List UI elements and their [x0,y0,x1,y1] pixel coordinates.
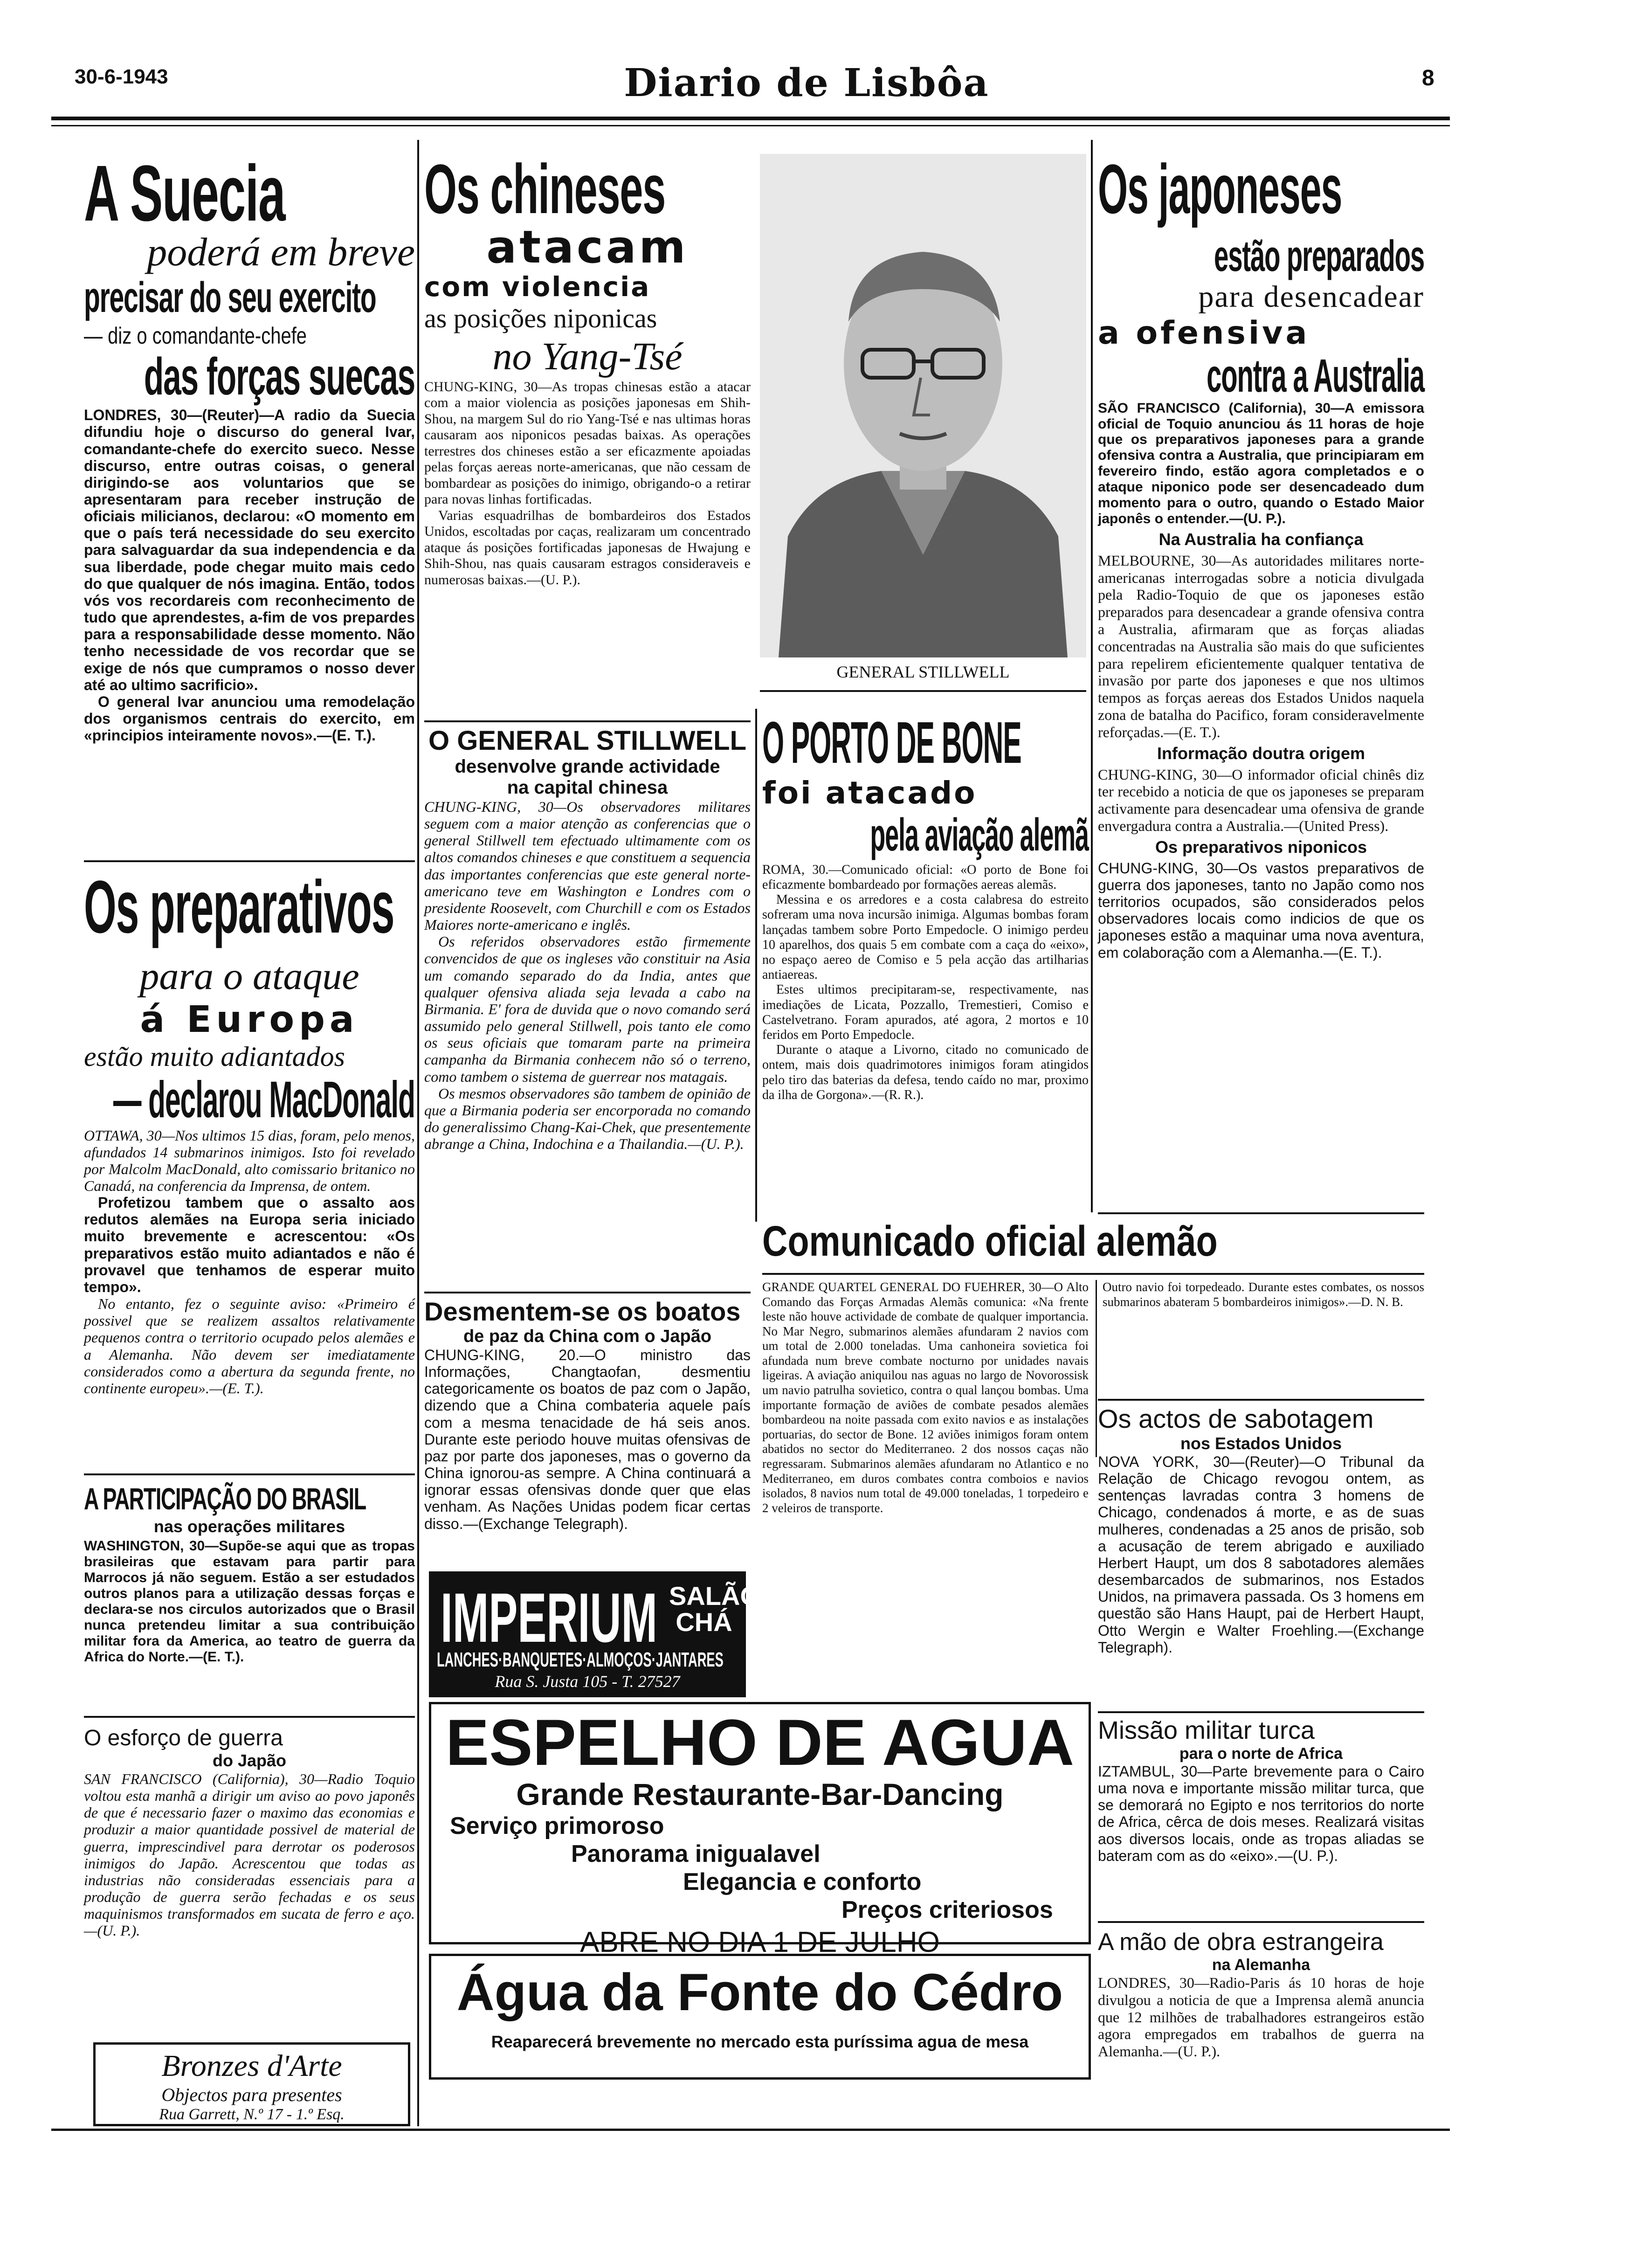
article-body: ROMA, 30.—Comunicado oficial: «O porto de Bone foi eficazmente bombardeado por formações aereas alemãs. [762,862,1089,892]
ad-side [669,1581,760,1637]
subheadline: a ofensiva [1098,314,1310,352]
photo-caption: GENERAL STILLWELL [836,663,1010,681]
column-rule [417,140,419,2126]
ad-address: Rua S. Justa 105 - T. 27527 [495,1672,680,1691]
ad-line: Serviço primoroso [450,1812,664,1839]
subheadline: foi atacado [762,775,977,811]
section-rule [84,1716,415,1718]
headline: Os actos de sabotagem [1098,1404,1374,1433]
ad-line: Objectos para presentes [161,2084,342,2105]
ad-imperium [429,1571,760,1697]
column-rule [755,709,757,1222]
ad-side-line: CHÁ [676,1607,732,1637]
subheadline: atacam [486,221,689,273]
subheadline: do Japão [212,1751,287,1770]
article-body: LONDRES, 30—Radio-Paris ás 10 horas de hoje divulgou a noticia de que a Imprensa alemã anuncia que 12 milhões de trabalhadores estrangeiros estão agora empregados em trabalhos de guerra na Alemanha.—(U. P.). [1098,1974,1424,2060]
subheadline: para desencadear [1198,279,1424,314]
section-rule [1098,1921,1424,1923]
article-body: Profetizou tambem que o assalto aos redutos alemães na Europa seria iniciado muito brevemente e acrescentou: «Os preparativos estão muito adiantados e não é provavel que tenhamos de esperar muito tempo». [84,1194,415,1295]
headline: A PARTICIPAÇÃO DO BRASIL [84,1481,366,1516]
subheadline: estão muito adiantados [84,1041,345,1072]
article-preparativos [84,865,415,1397]
section-rule [1098,1711,1424,1713]
article-body: WASHINGTON, 30—Supõe-se aqui que as tropas brasileiras que estavam para partir para Marrocos já não seguem. Estão a ser estudados outros planos para a utilização dessas forças e declara-se nos circulos autorizados que o Brasil nunca pretendeu limitar a sua contribuição militar fora da America, ao teatro de guerra da Africa do Norte.—(E. T.). [84,1538,415,1665]
subheadline: de paz da China com o Japão [463,1327,712,1346]
headline: Os preparativos [84,865,394,948]
page-number: 8 [1422,66,1434,90]
section-rule [424,1292,751,1293]
ad-espelho-de-agua [429,1702,1091,1958]
article-stillwell [424,725,751,1152]
subheadline: na Alemanha [1212,1956,1310,1974]
section-rule [1098,1212,1424,1214]
article-body: Os mesmos observadores são tambem de opinião de que a Birmania poderia ser encorporada no comando do generalissimo Chang-Kai-Chek, que presentemente abrange a China, Indochina e a Thailandia.—(U. P.). [424,1085,751,1153]
section-subhead: Na Australia ha confiança [1158,529,1364,549]
general-stillwell-photo [760,154,1086,657]
article-body: SÃO FRANCISCO (California), 30—A emissora oficial de Toquio anunciou ás 11 horas de hoje que os preparativos japoneses para a grande ofensiva contra a Australia, que principiaram em fevereiro findo, estão agora completados e o ataque niponico pode ser desencadeado dum momento para o outro, quando o Estado Maior japonês o entender.—(U. P.). [1098,400,1424,526]
portrait-illustration [760,154,1086,657]
headline: Desmentem-se os boatos [424,1297,741,1326]
article-brasil [84,1483,415,1665]
subheadline: á Europa [140,999,359,1041]
column-rule [1096,1280,1097,1457]
section-rule [424,720,751,722]
section-rule [762,1273,1424,1275]
article-body: Messina e os arredores e a costa calabresa do estreito sofreram uma nova incursão inimiga. Algumas bombas foram lançadas tambem sobre Porto Empedocle. O inimigo perdeu 10 aparelhos, dos quais 5 em combate com a caça do «eixo», no espaço aereo de Comiso e 5 pela acção das artilharias antiaereas. [762,892,1089,982]
issue-date: 30-6-1943 [75,65,168,88]
subheadline: precisar do seu exercito [84,274,376,321]
article-mao-de-obra [1098,1928,1424,2060]
subheadline: nos Estados Unidos [1180,1434,1342,1453]
article-chineses [424,150,751,588]
ad-side-line: SALÃO [669,1581,760,1611]
article-body: IZTAMBUL, 30—Parte brevemente para o Cairo uma nova e importante missão militar turca, que se demorará no Egipto e nos territorios do norte de Africa, cêrca de dois meses. Realizará visitas aos diversos locais, onde as tropas aliadas se bateram com as do «eixo».—(U. P.). [1098,1763,1424,1864]
ad-brand: IMPERIUM [441,1578,657,1657]
headline: O GENERAL STILLWELL [428,726,747,756]
article-esforco [84,1725,415,1939]
article-body: O general Ivar anunciou uma remodelação dos organismos centrais do exercito, em «principios inteiramente novos».—(E. T.). [84,693,415,744]
headline: O PORTO DE BONE [762,710,1021,775]
article-body: CHUNG-KING, 30—Os vastos preparativos de guerra dos japoneses, tanto no Japão como nos territorios ocupados, são considerados pelos observadores locais como indicios de que os japoneses estão a maquinar uma nova aventura, em colaboração com a Alemanha.—(E. T.). [1098,859,1424,961]
article-sabotagem [1098,1404,1424,1656]
ad-subtitle: Grande Restaurante-Bar-Dancing [516,1777,1004,1812]
article-body: CHUNG-KING, 30—As tropas chinesas estão a atacar com a maior violencia as posições japonesas em Shih-Shou, na margem Sul do rio Yang-Tsé e nas ultimas horas causaram aos niponicos pesadas baixas. As operações terrestres dos chineses estão a ser eficazmente apoiadas pelas forças aereas norte-americanas, que não cessam de bombardear as posições do inimigo, obrigando-o a retirar para novas linhas fortificadas. [424,379,751,507]
article-body: MELBOURNE, 30—As autoridades militares norte-americanas interrogadas sobre a noticia divulgada pela Radio-Toquio de que os japoneses estão preparados para desencadear a grande ofensiva contra a Australia, afirmaram que as forças aliadas concentradas na Australia são mais do que suficientes para repelirem eficientemente qualquer tentativa de invasão por parte dos japoneses e que nos ultimos tempos as forças aereas dos Estados Unidos naquela zona de batalha do Pacifico, foram consideravelmente reforçadas.—(E. T.). [1098,552,1424,740]
article-body: No entanto, fez o seguinte aviso: «Primeiro é possivel que se realizem assaltos relativamente pequenos contra o territorio ocupado pelos alemães e a Alemanha. Não devem ser imediatamente considerados como a abertura da segunda frente, no continente europeu».—(E. T.). [84,1295,415,1397]
ad-line: Preços criteriosos [841,1896,1053,1923]
subheadline: contra a Australia [1207,349,1424,402]
ad-line: Elegancia e conforto [683,1868,922,1895]
ad-address: Rua Garrett, N.º 17 - 1.º Esq. [159,2106,345,2123]
article-body: Os referidos observadores estão firmemente convencidos de que os ingleses vão constituir na Asia um comando separado do da India, antes que qualquer ofensiva aliada seja levada a cabo na Birmania. E' fora de duvida que o novo comando será assumido pelo general Stillwell, pois tanto ele como os seus oficiais que tomaram parte na primeira campanha da Birmania conhecem não só o terreno, como tambem o sistema de guerrear nos matagais. [424,933,751,1085]
article-missao [1098,1716,1424,1864]
section-rule [760,690,1086,692]
article-body: Outro navio foi torpedeado. Durante estes combates, os nossos submarinos abateram 5 bombardeiros inimigos».—D. N. B. [1103,1280,1424,1309]
article-body: OTTAWA, 30—Nos ultimos 15 dias, foram, pelo menos, afundados 14 submarinos inimigos. Isto foi revelado por Malcolm MacDonald, alto comissario britanico no Canadá, na conferencia da Imprensa, de ontem. [84,1127,415,1194]
section-subhead: Os preparativos niponicos [1155,837,1367,857]
subheadline: das forças suecas [144,347,415,406]
article-body: Durante o ataque a Livorno, citado no comunicado de ontem, mais dois quadrimotores inimigos foram atingidos pelo tiro das baterias da defesa, tendo caído no mar, proximo da ilha de Gorgona».—(R. R.). [762,1043,1089,1102]
article-suecia [84,149,415,744]
subheadline: desenvolve grande actividade [455,756,720,777]
article-body: NOVA YORK, 30—(Reuter)—O Tribunal da Relação de Chicago revogou ontem, as sentenças lavradas contra 3 homens de Chicago, condenados á morte, e as de suas mulheres, condenadas a 25 anos de prisão, sob a acusação de terem abrigado e auxiliado Herbert Haupt, um dos 8 sabotadores alemães desembarcados de submarinos, nos Estados Unidos, na primavera passada. Os 3 homens em questão são Hans Haupt, pai de Herbert Haupt, Otto Wergin e Walter Froehling.—(Exchange Telegraph). [1098,1453,1424,1656]
headline: Os japoneses [1098,150,1342,228]
article-body: SAN FRANCISCO (California), 30—Radio Toquio voltou esta manhã a dirigir um aviso ao povo japonês de que é necessario fazer o maximo das economias e produzir a maior quantidade possivel de material de guerra, imprescindivel para derrotar os poderosos inimigos do Japão. Acrescentou que todas as industrias não consideradas essenciais para a produção de guerra serão fechadas e os seus maquinismos transformados em sucata de ferro e aço.—(U. P.). [84,1770,415,1939]
article-body: GRANDE QUARTEL GENERAL DO FUEHRER, 30—O Alto Comando das Forças Armadas Alemãs comunica: «Na frente leste não houve actividade de combate de qualquer importancia. No Mar Negro, submarinos alemães afundaram 2 navios com um total de 2.000 toneladas. Uma canhoneira sovietica foi afundada num breve combate nocturno por unidades navais ligeiras. A aviação aniquilou nas aguas no largo de Novorossisk um navio patrulha sovietico, contra o qual lançou bombas. Uma importante formação de aviões de combate pesados alemães bombardeou na noite passada com exito navios e as instalações portuarias, do sector de Bone. 12 aviões inimigos foram ontem abatidos no sector do Mediterraneo. 2 dos nossos caças não regressaram. Submarinos alemães afundaram no Atlantico e no Mediterraneo, em duros combates contra comboios e navios isolados, 8 navios num total de 49.000 toneladas, 1 torpedeiro e 2 veleiros de transporte. [762,1280,1089,1515]
headline: A Suecia [84,149,285,238]
ad-title: ESPELHO DE AGUA [445,1706,1075,1779]
subheadline: — diz o comandante-chefe [84,322,307,349]
section-rule [84,1473,415,1475]
subheadline: poderá em breve [147,229,415,274]
headline: Missão militar turca [1098,1716,1315,1744]
section-rule [84,860,415,862]
masthead-rule-thin [51,125,1450,126]
subheadline: no Yang-Tsé [492,334,683,378]
ad-opening: ABRE NO DIA 1 DE JULHO [580,1926,940,1958]
ad-title: Água da Fonte do Cédro [456,1963,1063,2021]
ad-line: Panorama inigualavel [571,1840,820,1867]
subheadline: com violencia [424,270,651,303]
subheadline: nas operações militares [153,1517,345,1536]
ad-bronzes [93,2042,410,2126]
subheadline: na capital chinesa [507,777,668,798]
subheadline: pela aviação alemã [870,809,1089,860]
page-rule [51,2129,1450,2131]
article-body: CHUNG-KING, 30—Os observadores militares seguem com a maior atenção as conferencias que o general Stillwell tem efectuado ultimamente com os altos comandos chineses e que constituem a sequencia das importantes conferencias que este general norte-americano teve em Washington e Londres com o presidente Roosevelt, com Churchill e com os Estados Maiores norte-americano e inglês. [424,798,751,933]
newspaper-title: Diario de Lisbôa [624,61,989,105]
section-subhead: Informação doutra origem [1157,743,1365,763]
ad-subtitle: Reaparecerá brevemente no mercado esta puríssima agua de mesa [491,2032,1029,2051]
article-body: CHUNG-KING, 20.—O ministro das Informações, Changtaofan, desmentiu categoricamente os boatos de paz com o Japão, dizendo que a China combateria aquele país com a mesma tenacidade de há seis anos. Durante este periodo houve muitas ofensivas de paz por parte dos japoneses, mas o governo da China ignorou-as sempre. A China continuará a ignorar essas ofensivas donde quer que elas venham. As Nações Unidas podem ficar certas disso.—(Exchange Telegraph). [424,1347,751,1532]
column-rule [1091,140,1093,1212]
article-japoneses [1098,150,1424,961]
article-body: LONDRES, 30—(Reuter)—A radio da Suecia difundiu hoje o discurso do general Ivar, comandante-chefe do exercito sueco. Nesse discurso, entre outras coisas, o general dirigindo-se aos voluntarios que se apresentaram para receber instrução de oficiais milicianos, declarou: «O momento em que o país terá necessidade do seu exercito para salvaguardar da sua independencia e da sua liberdade, pode chegar muito mais cedo do que qualquer de nós imagina. Então, todos vós vos recordareis com reconhecimento de tudo que aprendestes, a-fim de vos prepardes para a responsabilidade desse momento. Não tenho necessidade de vos recordar que se exige de nós que cumpramos o nosso dever até ao ultimo sacrificio». [84,407,415,693]
subheadline: as posições niponicas [424,303,657,333]
article-body: Varias esquadrilhas de bombardeiros dos Estados Unidos, escoltadas por caças, realizaram um concentrado ataque ás posições fortificadas japonesas de Hwajung e Shih-Shou, nas quais causaram estragos consideraveis e numerosas baixas.—(U. P.). [424,507,751,588]
section-rule [1098,1399,1424,1401]
article-body: CHUNG-KING, 30—O informador oficial chinês diz ter recebido a noticia de que os japoneses se preparam activamente para desencadear uma ofensiva de grande envergadura contra a Australia.—(United Press). [1098,766,1424,834]
subheadline: para o norte de Africa [1179,1745,1343,1763]
subheadline: estão preparados [1214,231,1424,280]
ad-line: LANCHES·BANQUETES·ALMOÇOS·JANTARES [437,1648,724,1671]
headline: Comunicado oficial alemão [762,1217,1218,1265]
article-boatos [424,1296,751,1532]
ad-agua-fonte-cedro [429,1954,1091,2080]
subheadline: — declarou MacDonald [113,1071,415,1128]
article-body: Estes ultimos precipitaram-se, respectivamente, nas imediações de Licata, Pozzallo, Tremestieri, Comiso e Castelvetrano. Foram apurados, até agora, 2 mortos e 10 feridos em Porto Empedocle. [762,982,1089,1042]
subheadline: para o ataque [139,954,359,998]
article-bone [762,710,1089,1103]
headline: A mão de obra estrangeira [1098,1929,1384,1956]
ad-title: Bronzes d'Arte [161,2049,342,2083]
headline: O esforço de guerra [84,1726,283,1750]
masthead-rule [51,117,1450,120]
headline: Os chineses [424,150,666,228]
